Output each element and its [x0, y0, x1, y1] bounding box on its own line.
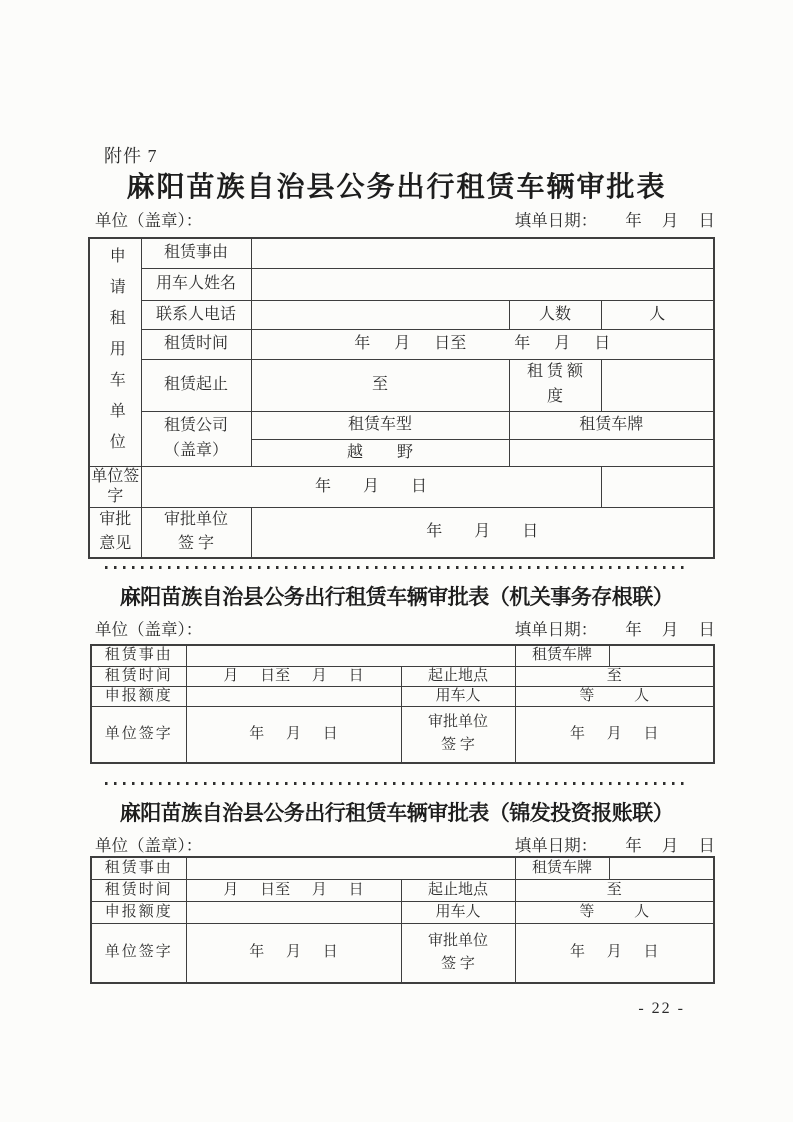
form3-reason-label: 租赁事由 — [91, 857, 186, 879]
form1-lease-time-label: 租赁时间 — [141, 329, 251, 359]
form1-car-plate-blank — [509, 439, 714, 466]
form1-quota-blank — [601, 359, 714, 411]
form1-user-name-blank — [251, 268, 714, 300]
form3-car-user-label: 用车人 — [401, 901, 515, 923]
form3-quota-label: 申报额度 — [91, 901, 186, 923]
form2-title: 麻阳苗族自治县公务出行租赁车辆审批表（机关事务存根联） — [119, 586, 674, 609]
form1-unit-seal-label: 单位（盖章）： — [95, 211, 203, 230]
dotted-cut-line-1 — [105, 566, 690, 569]
form3-unit-seal-label: 单位（盖章）： — [95, 836, 203, 855]
form1-side-header-cell — [89, 238, 141, 466]
form1-title: 麻阳苗族自治县公务出行租赁车辆审批表 — [126, 171, 667, 202]
form1-car-type-label: 租赁车型 — [251, 411, 509, 439]
form1-lease-time-blank: 年 月 日至 年 月 日 — [251, 329, 714, 359]
form3-fill-date-label: 填单日期： — [514, 836, 598, 855]
form3-lease-time-label: 租赁时间 — [91, 879, 186, 901]
form3-meta-line — [95, 835, 715, 857]
form2-approval-sign-date: 年 月 日 — [515, 706, 714, 763]
form3-table — [90, 856, 715, 984]
form3-approval-sign-label: 审批单位 签 字 — [401, 923, 515, 983]
form1-quota-label: 租 赁 额 度 — [509, 359, 601, 411]
form1-fill-date-blank: 年 月 日 — [625, 211, 715, 230]
form2-lease-time-label: 租赁时间 — [91, 666, 186, 686]
form2-reason-blank — [186, 645, 515, 666]
form3-lease-time-blank: 月 日至 月 日 — [186, 879, 401, 901]
attachment-label: 附件 7 — [104, 146, 158, 166]
form2-quota-blank — [186, 686, 401, 706]
form3-unit-sign-date: 年 月 日 — [186, 923, 401, 983]
form1-unit-sign-label: 单位签字 — [89, 466, 141, 507]
form1-user-name-label: 用车人姓名 — [141, 268, 251, 300]
form1-reason-blank — [251, 238, 714, 268]
form2-approval-sign-label: 审批单位 签 字 — [401, 706, 515, 763]
form3-car-user-blank: 等 人 — [515, 901, 714, 923]
form2-route-blank: 至 — [515, 666, 714, 686]
form3-car-plate-label: 租赁车牌 — [515, 857, 609, 879]
form1-lease-range-label: 租赁起止 — [141, 359, 251, 411]
page-number: - 22 - — [638, 1000, 685, 1017]
form2-fill-date-label: 填单日期： — [514, 620, 598, 639]
form1-car-plate-label: 租赁车牌 — [509, 411, 714, 439]
form3-reason-blank — [186, 857, 515, 879]
form1-people-count-label: 人数 — [509, 300, 601, 329]
form1-meta-line — [95, 210, 715, 232]
dotted-cut-line-2 — [105, 782, 690, 785]
form3-fill-date-blank: 年 月 日 — [625, 836, 715, 855]
form1-fill-date-label: 填单日期： — [514, 211, 598, 230]
form1-approval-sign-date: 年 月 日 — [251, 507, 714, 558]
form2-car-user-label: 用车人 — [401, 686, 515, 706]
form2-unit-seal-label: 单位（盖章）： — [95, 620, 203, 639]
form3-route-blank: 至 — [515, 879, 714, 901]
form1-reason-label: 租赁事由 — [141, 238, 251, 268]
form1-lease-range-blank: 至 — [251, 359, 509, 411]
form2-route-label: 起止地点 — [401, 666, 515, 686]
form1-side-header: 申请租用车单位 — [107, 246, 125, 464]
form3-car-plate-blank — [609, 857, 714, 879]
form1-contact-phone-blank — [251, 300, 509, 329]
form2-car-plate-label: 租赁车牌 — [515, 645, 609, 666]
form1-people-unit: 人 — [601, 300, 714, 329]
form2-reason-label: 租赁事由 — [91, 645, 186, 666]
form2-car-user-blank: 等 人 — [515, 686, 714, 706]
form1-car-type-value: 越 野 — [251, 439, 509, 466]
form2-lease-time-blank: 月 日至 月 日 — [186, 666, 401, 686]
form2-car-plate-blank — [609, 645, 714, 666]
form3-quota-blank — [186, 901, 401, 923]
form3-unit-sign-label: 单位签字 — [91, 923, 186, 983]
form3-route-label: 起止地点 — [401, 879, 515, 901]
form2-table — [90, 644, 715, 764]
form2-unit-sign-label: 单位签字 — [91, 706, 186, 763]
form2-quota-label: 申报额度 — [91, 686, 186, 706]
form1-unit-sign-date: 年 月 日 — [141, 466, 601, 507]
form2-fill-date-blank: 年 月 日 — [625, 620, 715, 639]
form3-title: 麻阳苗族自治县公务出行租赁车辆审批表（锦发投资报账联） — [119, 802, 674, 825]
form2-unit-sign-date: 年 月 日 — [186, 706, 401, 763]
form1-table — [88, 237, 715, 559]
form1-company-label: 租赁公司 （盖章） — [141, 411, 251, 466]
form3-approval-sign-date: 年 月 日 — [515, 923, 714, 983]
form1-approval-sign-label: 审批单位 签 字 — [141, 507, 251, 558]
form1-contact-phone-label: 联系人电话 — [141, 300, 251, 329]
form2-meta-line — [95, 619, 715, 641]
form1-approval-side-header: 审批 意见 — [89, 507, 141, 558]
